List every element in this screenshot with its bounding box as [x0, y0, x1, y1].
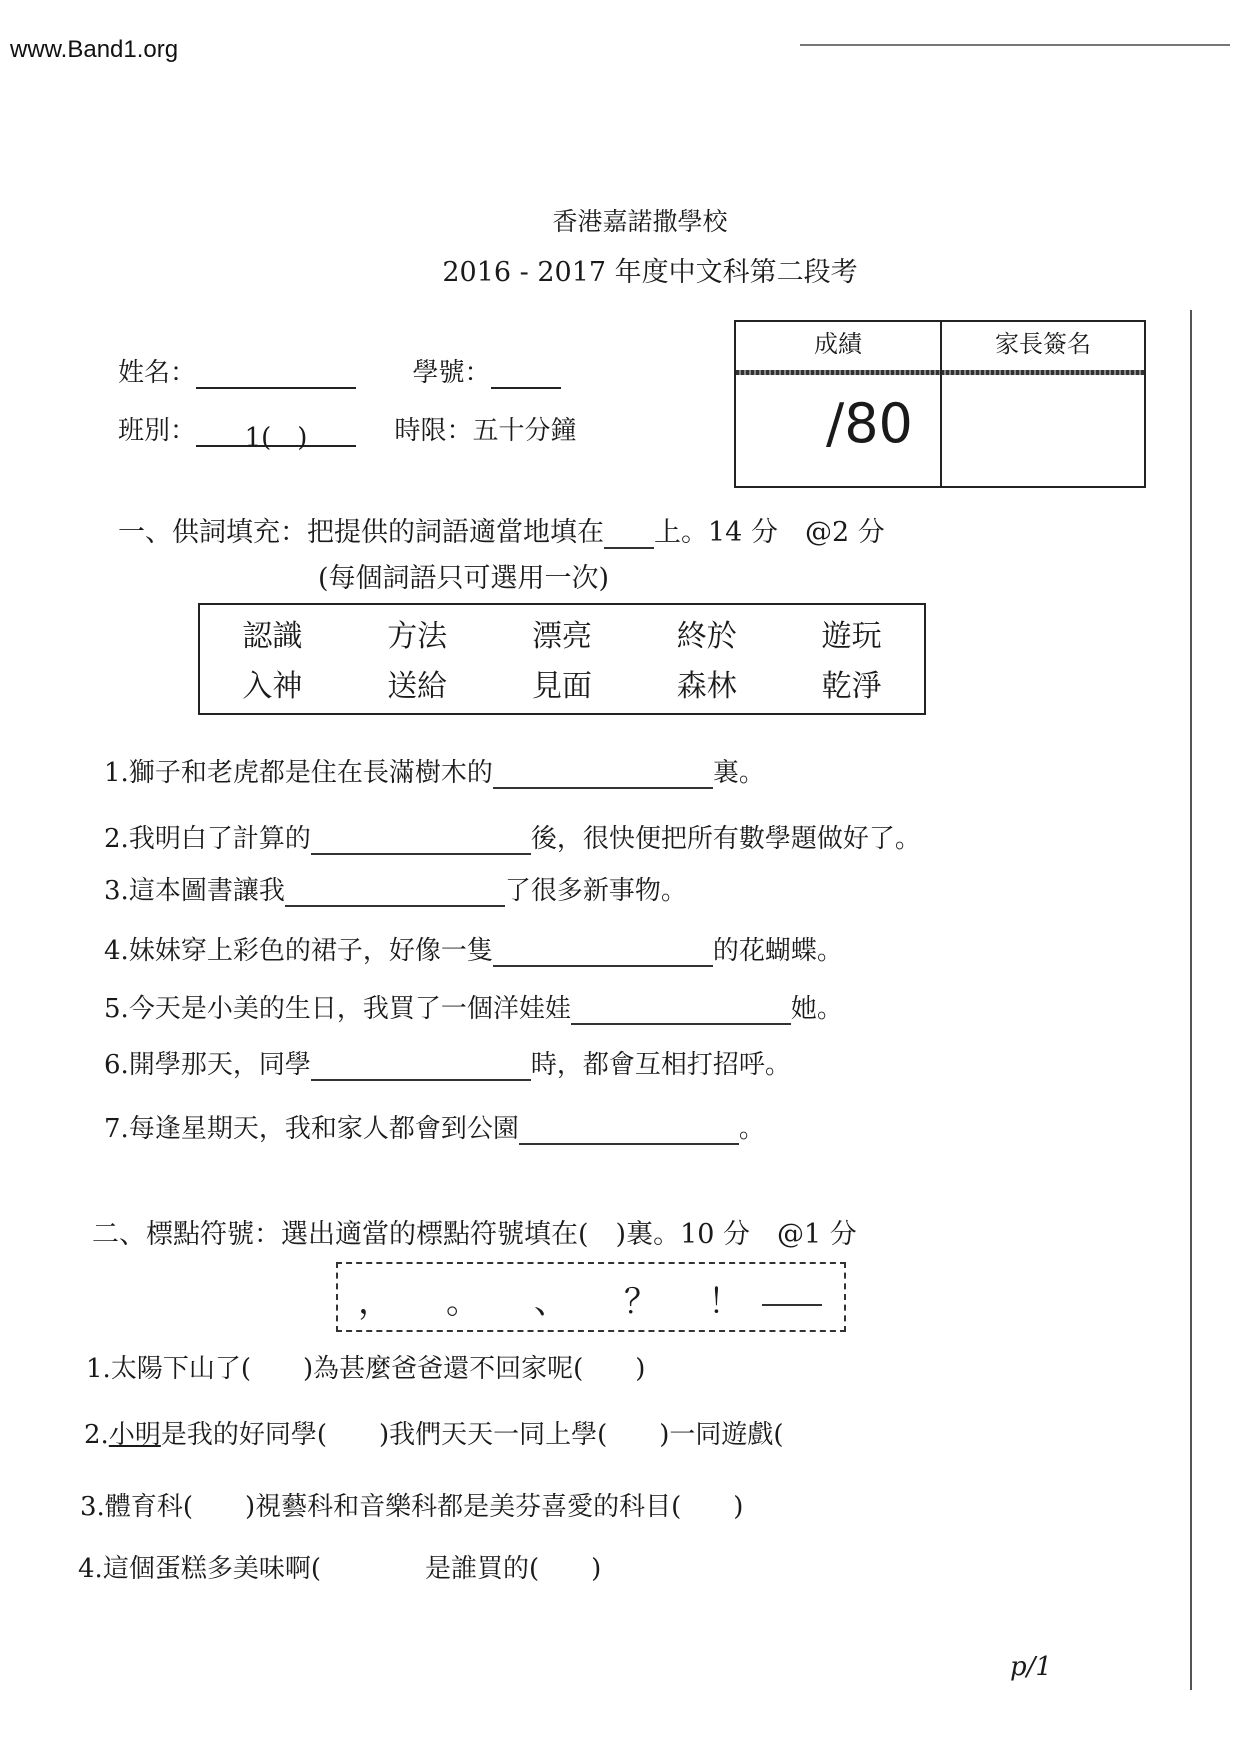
site-watermark: www.Band1.org — [10, 36, 179, 63]
page-edge-line — [1190, 310, 1192, 1690]
section1-note: (每個詞語只可選用一次) — [318, 563, 610, 594]
word-item: 送給 — [387, 669, 448, 704]
word-item: 乾淨 — [821, 669, 882, 704]
word-item: 見面 — [531, 669, 592, 704]
section2-title: 二、標點符號：選出適當的標點符號填在( )裏。10 分 @1 分 — [92, 1219, 857, 1250]
section1-title: 一、供詞填充：把提供的詞語適當地填在 上。14 分 @2 分 — [118, 517, 885, 548]
fill-question-3: 3.這本圖書讓我 了很多新事物。 — [104, 876, 687, 906]
punct-question-2: 2.小明是我的好同學( )我們天天一同上學( )一同遊戲( — [84, 1420, 784, 1450]
answer-blank[interactable] — [493, 759, 713, 789]
answer-blank[interactable] — [311, 1051, 531, 1081]
page-number: p/1 — [1010, 1652, 1052, 1682]
title-blank — [604, 519, 654, 549]
exam-title: 2016 - 2017 年度中文科第二段考 — [442, 257, 858, 288]
time-limit: 時限：五十分鐘 — [394, 416, 577, 446]
fill-question-2: 2.我明白了計算的 後，很快便把所有數學題做好了。 — [104, 824, 921, 854]
score-total: /80 — [826, 392, 913, 455]
word-item: 方法 — [387, 619, 448, 654]
punctuation-bank — [336, 1262, 846, 1332]
word-bank — [198, 603, 926, 715]
fill-question-7: 7.每逢星期天，我和家人都會到公園 。 — [104, 1114, 765, 1144]
fill-question-5: 5.今天是小美的生日，我買了一個洋娃娃 她。 — [104, 994, 843, 1024]
score-box-column-divider — [940, 322, 942, 486]
answer-blank[interactable] — [571, 995, 791, 1025]
parent-signature-label: 家長簽名 — [995, 330, 1091, 358]
punct-question-1: 1.太陽下山了( )為甚麼爸爸還不回家呢( ) — [86, 1354, 646, 1384]
answer-blank[interactable] — [493, 937, 713, 967]
answer-blank[interactable] — [311, 825, 531, 855]
punct-item: ？ — [624, 1282, 658, 1322]
header-rule — [800, 44, 1230, 46]
word-item: 終於 — [676, 619, 737, 654]
class-field[interactable]: 1( ) — [196, 417, 356, 447]
punct-underline — [762, 1304, 822, 1306]
answer-blank[interactable] — [519, 1115, 739, 1145]
word-item: 漂亮 — [531, 619, 592, 654]
class-label: 班別： — [118, 416, 197, 446]
student-no-label: 學號： — [412, 358, 491, 388]
name-row — [118, 352, 561, 389]
punct-item: ， — [358, 1282, 392, 1322]
student-no-field[interactable] — [491, 359, 561, 389]
name-field[interactable] — [196, 359, 356, 389]
word-item: 認識 — [242, 619, 303, 654]
name-label: 姓名： — [118, 358, 197, 388]
word-item: 入神 — [242, 669, 303, 704]
punct-item: ！ — [708, 1282, 742, 1322]
fill-question-1: 1.獅子和老虎都是住在長滿樹木的 裏。 — [104, 758, 765, 788]
punct-item: 、 — [534, 1282, 568, 1322]
underlined-name: 小明 — [108, 1420, 161, 1450]
fill-question-6: 6.開學那天，同學 時，都會互相打招呼。 — [104, 1050, 791, 1080]
punct-question-3: 3.體育科( )視藝科和音樂科都是美芬喜愛的科目( ) — [80, 1492, 744, 1522]
punctuation-row — [338, 1274, 844, 1322]
punct-question-4: 4.這個蛋糕多美味啊( 是誰買的( ) — [78, 1554, 602, 1584]
school-name: 香港嘉諾撒學校 — [552, 207, 728, 236]
score-box — [734, 320, 1146, 488]
answer-blank[interactable] — [285, 877, 505, 907]
punct-item: 。 — [446, 1282, 480, 1322]
word-item: 森林 — [676, 669, 737, 704]
word-grid — [200, 611, 924, 705]
fill-question-4: 4.妹妹穿上彩色的裙子，好像一隻 的花蝴蝶。 — [104, 936, 843, 966]
class-row — [118, 410, 577, 453]
score-label: 成績 — [814, 330, 862, 358]
word-item: 遊玩 — [821, 619, 882, 654]
